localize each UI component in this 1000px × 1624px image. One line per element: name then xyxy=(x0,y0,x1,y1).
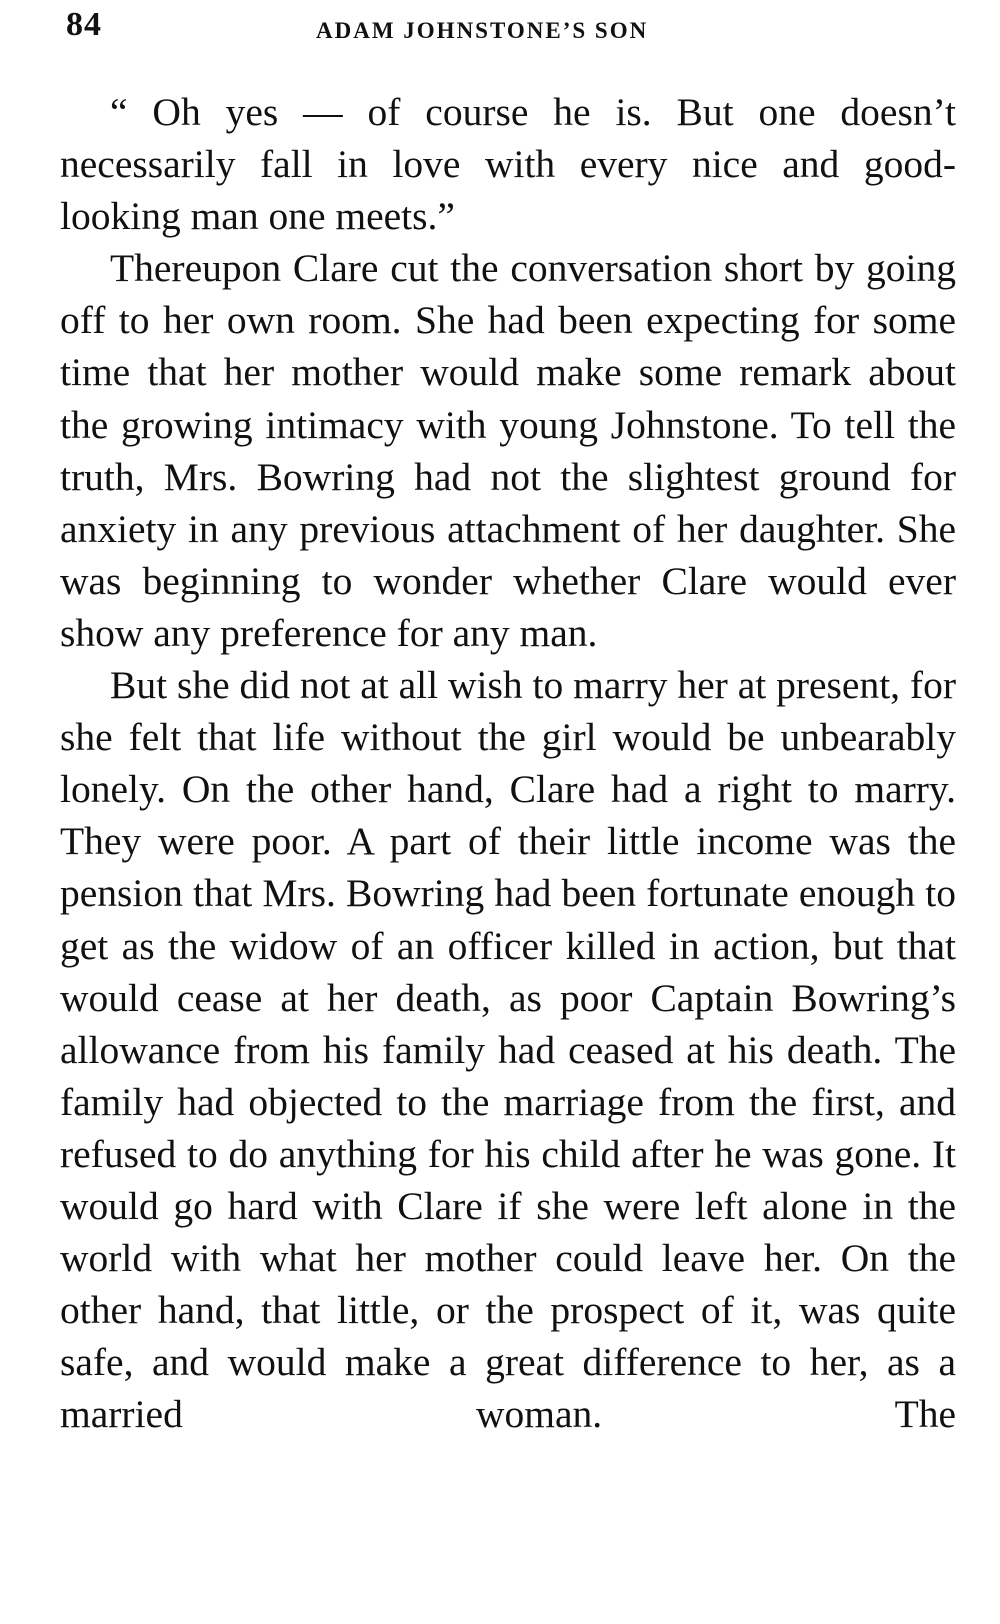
page-number: 84 xyxy=(66,6,102,43)
body-text xyxy=(60,86,956,1440)
paragraph-2: Thereupon Clare cut the conversation short by going off to her own room. She had been expecting for some time that her mother would make some remark about the growing intimacy with young Johnstone. To tell the truth, Mrs. Bowring had not the slightest ground for anxiety in any previous attachment of her daughter. She was beginning to wonder whether Clare would ever show any preference for any man. xyxy=(60,246,956,655)
running-head-title: ADAM JOHNSTONE’S SON xyxy=(316,18,649,43)
running-head xyxy=(66,6,956,50)
paragraph-3: But she did not at all wish to marry her at present, for she felt that life without the girl would be unbearably lonely. On the other hand, Clare had a right to marry. They were poor. A part of their little income was the pension that Mrs. Bowring had been fortunate enough to get as the widow of an officer killed in action, but that would cease at her death, as poor Captain Bowring’s allowance from his family had ceased at his death. The family had objected to the marriage from the first, and refused to do anything for his child after he was gone. It would go hard with Clare if she were left alone in the world with what her mother could leave her. On the other hand, that little, or the prospect of it, was quite safe, and would make a great difference to her, as a married woman. The xyxy=(60,663,956,1437)
paragraph-1: “ Oh yes — of course he is. But one doesn’t necessarily fall in love with every nice and good-looking man one meets.” xyxy=(60,90,956,239)
